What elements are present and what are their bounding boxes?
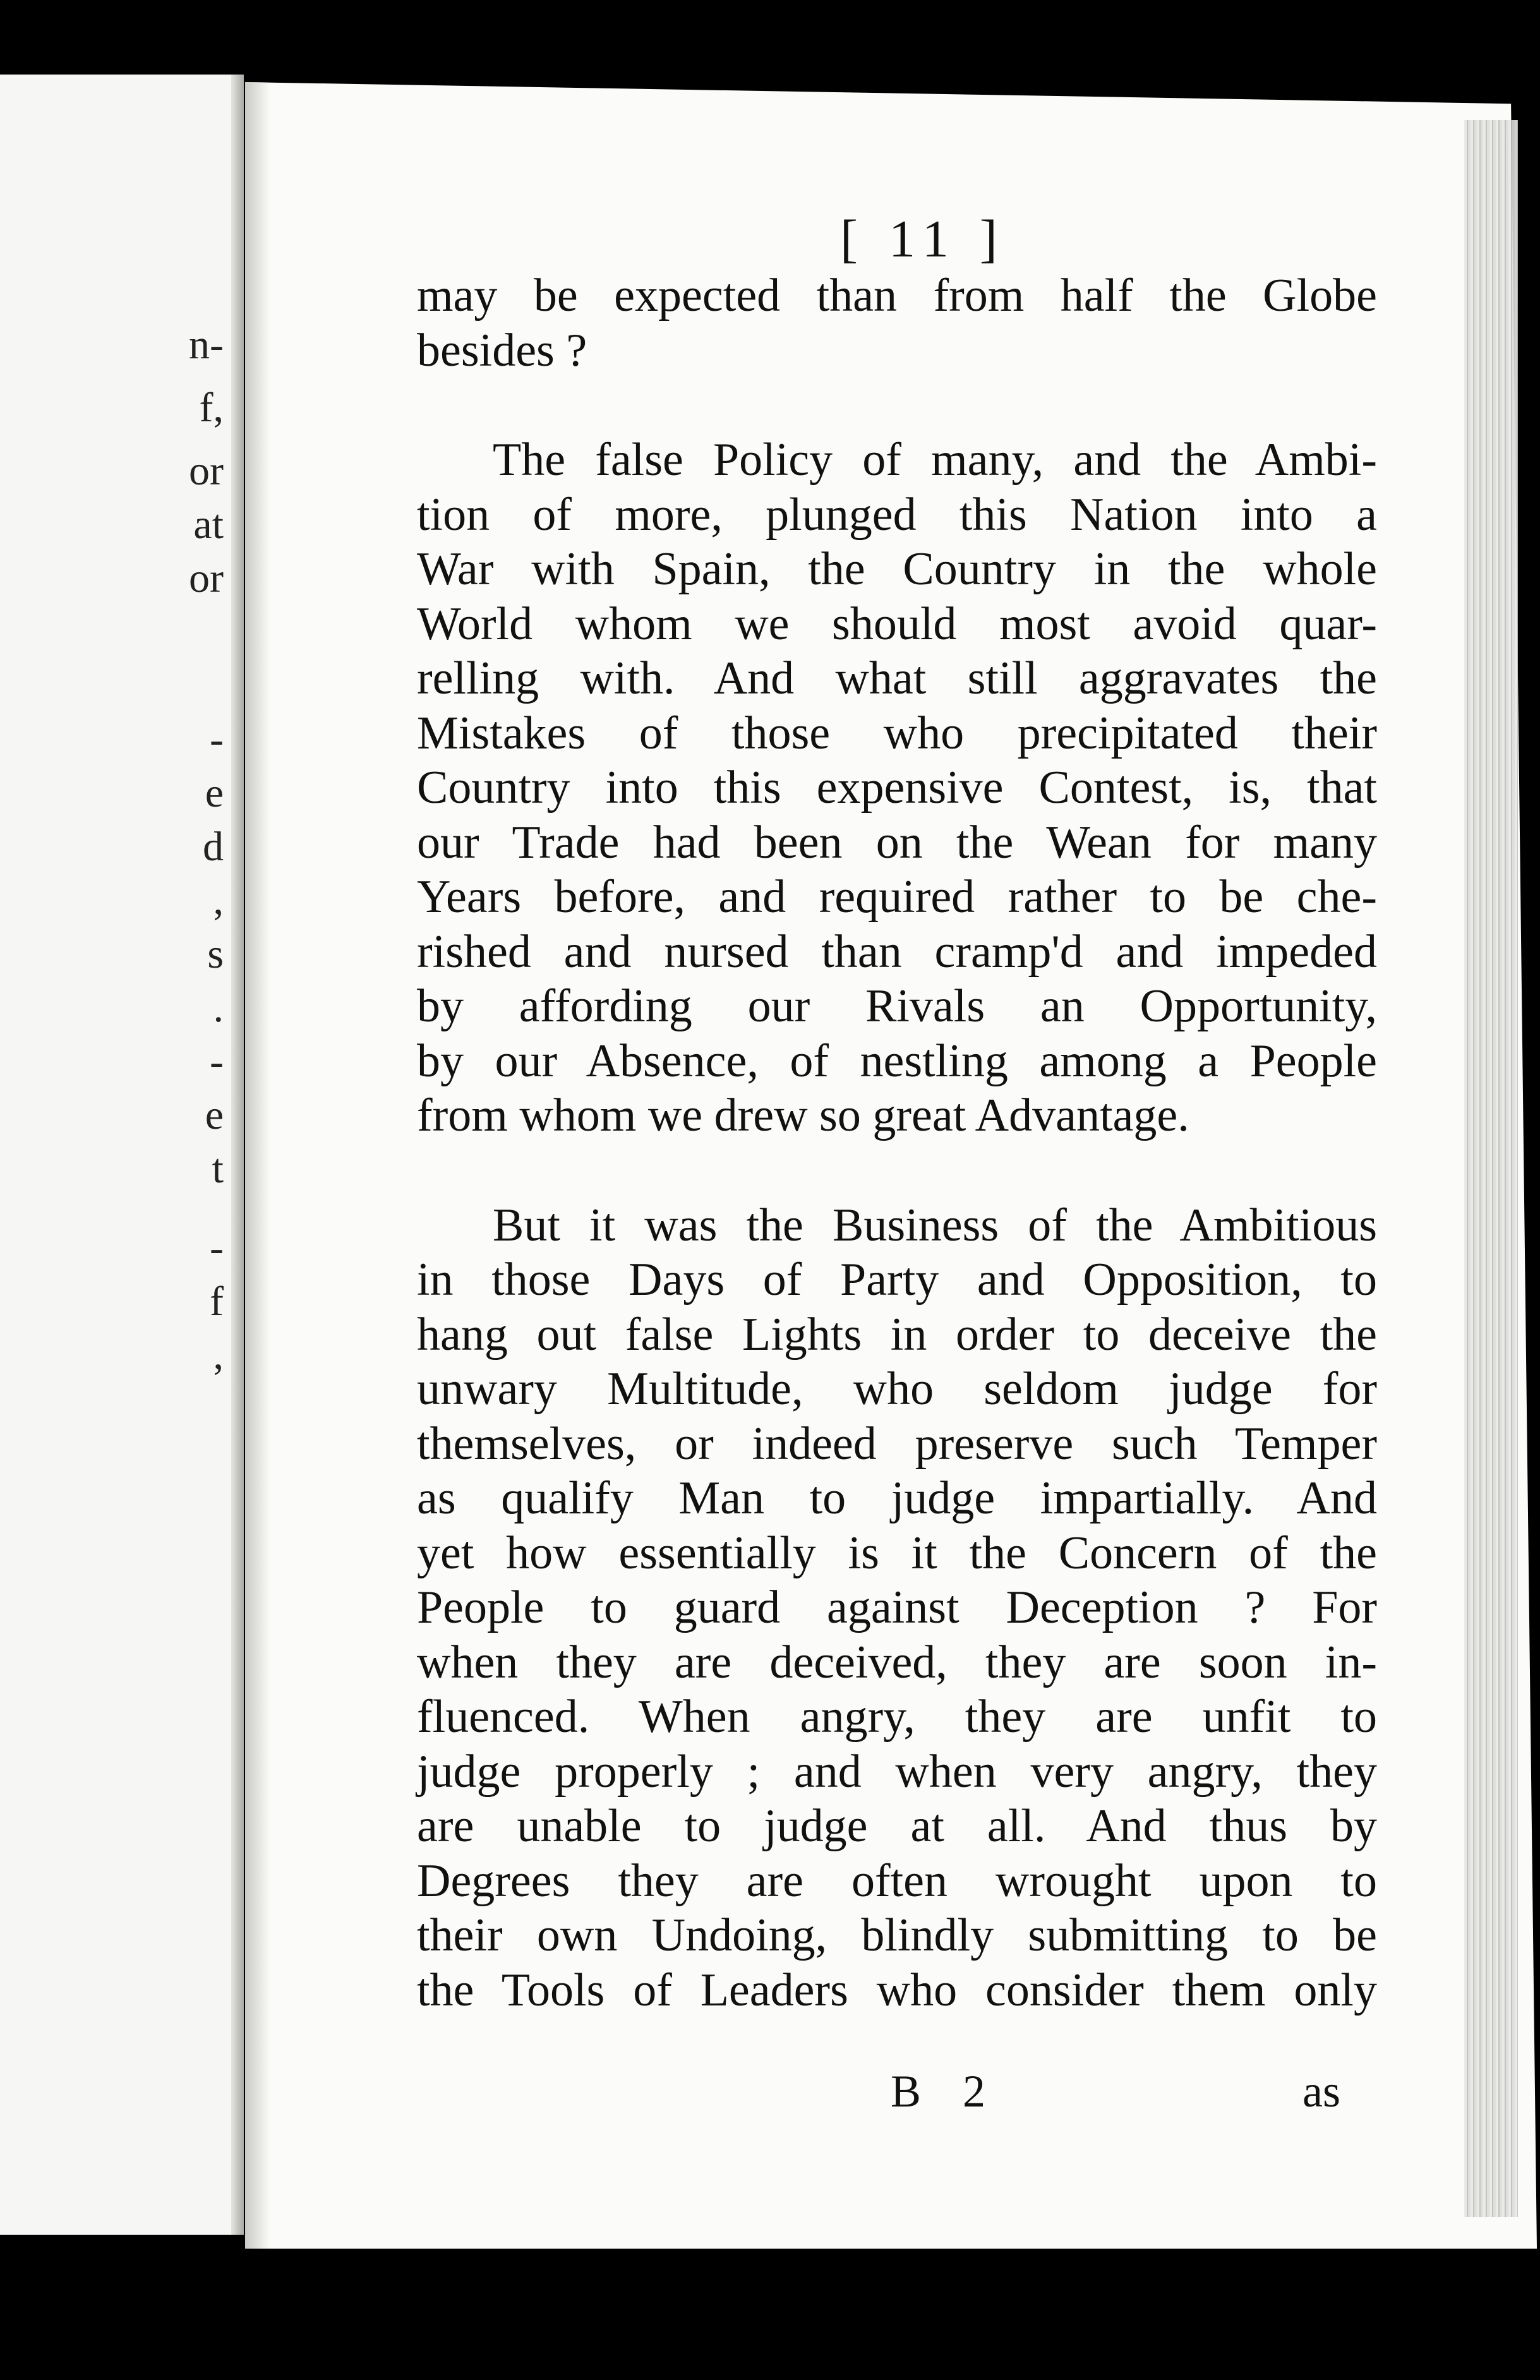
left-page-gutter <box>231 75 244 2235</box>
left-page-fragment: n- <box>189 322 224 368</box>
paragraph-gap <box>417 378 1377 433</box>
left-page-fragment: f <box>210 1278 224 1325</box>
text-line: yet how essentially is it the Concern of the <box>417 1527 1377 1579</box>
text-line: Mistakes of those who precipitated their <box>417 707 1377 759</box>
text-line: tion of more, plunged this Nation into a <box>417 488 1377 541</box>
text-line: when they are deceived, they are soon in- <box>417 1636 1377 1688</box>
text-line: relling with. And what still aggravates the <box>417 652 1377 704</box>
text-line: may be expected than from half the Globe <box>417 270 1377 322</box>
text-line: our Trade had been on the Wean for many <box>417 816 1377 868</box>
text-line: World whom we should most avoid quar- <box>417 598 1377 650</box>
page-edges <box>1464 120 1518 2217</box>
text-line: rished and nursed than cramp'd and impeded <box>417 925 1377 978</box>
left-page-fragment: t <box>212 1146 224 1192</box>
left-page-fragment: d <box>203 824 224 870</box>
facing-page-left <box>0 75 243 2235</box>
left-page-fragment: at <box>193 502 224 548</box>
text-line: are unable to judge at all. And thus by <box>417 1800 1377 1852</box>
text-line: the Tools of Leaders who consider them only <box>417 1964 1377 2016</box>
left-page-fragment: - <box>210 1038 224 1085</box>
left-page-fragment: or <box>189 555 224 601</box>
text-line: fluenced. When angry, they are unfit to <box>417 1691 1377 1743</box>
text-line: from whom we drew so great Advantage. <box>417 1090 1189 1141</box>
left-page-fragment: - <box>210 716 224 762</box>
text-line: People to guard against Deception ? For <box>417 1582 1377 1633</box>
spine-shadow <box>245 82 270 2249</box>
text-line: unwary Multitude, who seldom judge for <box>417 1363 1377 1415</box>
text-line: The false Policy of many, and the Ambi- <box>493 434 1377 486</box>
left-page-fragment: . <box>213 985 224 1031</box>
left-page-fragment: or <box>189 448 224 494</box>
text-line: themselves, or indeed preserve such Temper <box>417 1417 1377 1470</box>
left-page-fragment: e <box>205 770 224 816</box>
text-line: Degrees they are often wrought upon to <box>417 1854 1377 1907</box>
text-line: besides ? <box>417 324 587 376</box>
text-line: hang out false Lights in order to deceive the <box>417 1308 1377 1361</box>
catchword: as <box>1302 2066 1340 2117</box>
text-line: War with Spain, the Country in the whole <box>417 543 1377 595</box>
signature-mark: B 2 <box>891 2066 1001 2117</box>
text-line: by our Absence, of nestling among a People <box>417 1035 1377 1087</box>
text-line: Years before, and required rather to be che- <box>417 871 1377 923</box>
left-page-fragment: f, <box>199 385 224 431</box>
left-page-fragment: , <box>213 877 224 923</box>
page-number-header: [ 11 ] <box>840 210 1006 268</box>
text-line: their own Undoing, blindly submitting to be <box>417 1909 1377 1961</box>
left-page-fragment: e <box>205 1092 224 1138</box>
paragraph-gap <box>417 1143 1377 1198</box>
text-line: But it was the Business of the Ambitious <box>493 1199 1377 1251</box>
text-line: Country into this expensive Contest, is, that <box>417 762 1377 814</box>
left-page-fragment: , <box>213 1332 224 1378</box>
left-page-fragment: - <box>210 1225 224 1271</box>
body-text <box>417 268 1377 2017</box>
text-line: as qualify Man to judge impartially. And <box>417 1472 1377 1524</box>
text-line: by affording our Rivals an Opportunity, <box>417 980 1377 1032</box>
text-line: judge properly ; and when very angry, they <box>417 1745 1377 1798</box>
text-line: in those Days of Party and Opposition, to <box>417 1254 1377 1306</box>
left-page-fragment: s <box>207 931 224 977</box>
